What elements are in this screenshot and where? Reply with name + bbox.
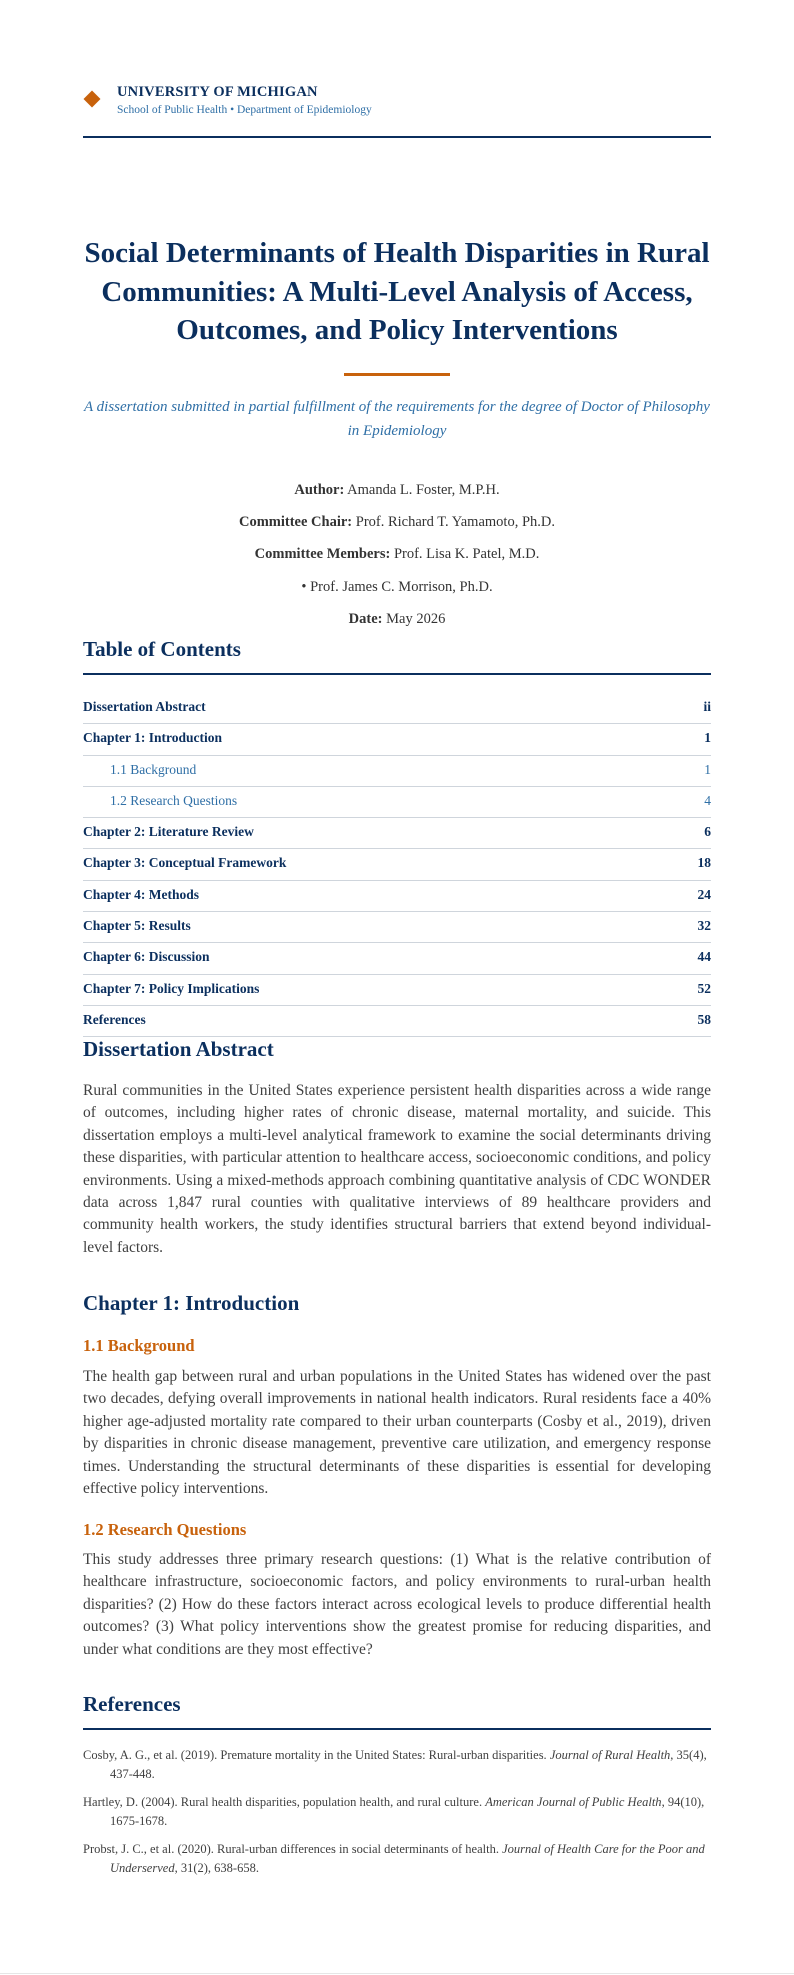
reference-journal: American Journal of Public Health [485, 1795, 662, 1809]
toc-entry-page: 1 [704, 730, 711, 746]
toc-entry[interactable] [83, 818, 711, 849]
toc-entry[interactable] [83, 943, 711, 974]
toc-entry-page: ii [703, 699, 711, 714]
reference-text: Cosby, A. G., et al. (2019). Premature mortality in the United States: Rural-urban disparities. [83, 1748, 550, 1762]
toc-entry-page: 24 [697, 886, 711, 902]
chair-label: Committee Chair: [238, 514, 353, 530]
reference-details: , 31(2), 638-658. [174, 1861, 259, 1875]
reference-details: , 94(10), 1675-1678. [110, 1795, 705, 1828]
toc-heading-rule [83, 673, 711, 675]
reference-journal: Journal of Health Care for the Poor and Underserved [110, 1842, 705, 1875]
date-value: May 2026 [386, 611, 446, 627]
toc-entry-label[interactable]: Chapter 5: Results [83, 918, 191, 934]
page-bottom-border [0, 1973, 794, 1974]
chair-line [83, 514, 711, 531]
toc-entry[interactable] [83, 693, 711, 724]
toc-entry-page: 18 [697, 855, 711, 871]
toc-entry-label[interactable]: Chapter 3: Conceptual Framework [83, 855, 287, 871]
reference-journal: Journal of Rural Health [549, 1748, 671, 1762]
toc-entry-label[interactable]: Chapter 6: Discussion [83, 949, 210, 965]
author-label: Author: [294, 482, 345, 498]
toc-entry[interactable] [83, 912, 711, 943]
toc-entry-page: 44 [697, 949, 711, 965]
member-line-2 [83, 579, 711, 596]
abstract-heading: Dissertation Abstract [83, 1037, 274, 1061]
background-text: The health gap between rural and urban populations in the United States has widened over the past two decades, defying overall improvements in national health indicators. Rural residents face a 40% higher age-adjusted mortality rate compared to their urban counterparts (Cosby et al., 2019), driven by disparities in chronic disease management, preventive care utilization, and emergency response times. Understanding the structural determinants of these disparities is essential for developing effective policy interventions. [83, 1368, 711, 1498]
references-heading-rule [83, 1728, 711, 1730]
toc-entry-label[interactable]: Chapter 2: Literature Review [83, 824, 254, 840]
toc-entry-label[interactable]: Chapter 4: Methods [83, 886, 199, 902]
toc-entry[interactable] [83, 849, 711, 880]
toc-entry[interactable] [83, 975, 711, 1006]
abstract-text: Rural communities in the United States experience persistent health disparities across a wide range of outcomes, including higher rates of chronic disease, maternal mortality, and suicide. This dissertation employs a multi-level analytical framework to examine the social determinants driving these disparities, with particular attention to healthcare access, socioeconomic conditions, and policy environments. Using a mixed-methods approach combining quantitative analysis of CDC WONDER data across 1,847 rural counties with qualitative interviews of 89 healthcare providers and community health workers, the study identifies structural barriers that extend beyond individual-level factors. [83, 1082, 711, 1256]
toc-entry[interactable] [83, 1006, 711, 1037]
department-name: School of Public Health • Department of Epidemiology [117, 104, 372, 116]
table-of-contents [83, 693, 711, 1037]
background-heading: 1.1 Background [83, 1336, 195, 1355]
reference-text: Probst, J. C., et al. (2020). Rural-urban differences in social determinants of health. [83, 1842, 503, 1856]
toc-heading: Table of Contents [83, 637, 241, 661]
toc-entry-label[interactable]: References [83, 1011, 146, 1027]
toc-entry-page: 6 [704, 824, 711, 840]
toc-entry-page: 1 [704, 761, 711, 777]
toc-entry-label[interactable]: Dissertation Abstract [83, 699, 206, 714]
toc-entry-label[interactable]: Chapter 7: Policy Implications [83, 980, 260, 996]
dissertation-title: Social Determinants of Health Disparities in Rural Communities: A Multi-Level Analysis of Access, Outcomes, and Policy Interventions [84, 237, 710, 346]
author-name: Amanda L. Foster, M.P.H. [347, 482, 500, 498]
toc-entry[interactable] [83, 881, 711, 912]
members-line [83, 546, 711, 563]
toc-entry-page: 52 [697, 980, 711, 996]
member-name: Prof. Lisa K. Patel, M.D. [393, 546, 540, 562]
dissertation-subtitle: A dissertation submitted in partial fulfillment of the requirements for the degree of Doctor of Philosophy in Epidemiology [84, 399, 710, 439]
toc-entry-label[interactable]: 1.2 Research Questions [110, 792, 238, 808]
toc-entry-page: 58 [697, 1011, 711, 1027]
reference-item [83, 1840, 711, 1878]
references-heading: References [83, 1692, 181, 1716]
members-label: Committee Members: [254, 546, 391, 562]
toc-entry[interactable] [83, 756, 711, 787]
reference-item [83, 1793, 711, 1831]
toc-entry-page: 4 [704, 792, 711, 808]
letterhead [83, 84, 711, 138]
reference-list [83, 1746, 711, 1887]
toc-entry[interactable] [83, 787, 711, 818]
research-questions-text: This study addresses three primary research questions: (1) What is the relative contribution of healthcare infrastructure, socioeconomic factors, and policy environments to rural-urban health disparities? (2) How do these factors interact across ecological levels to produce differential health outcomes? (3) What policy interventions show the greatest promise for reducing disparities, and under what conditions are they most effective? [83, 1551, 711, 1658]
author-line [83, 482, 711, 499]
member-name: • Prof. James C. Morrison, Ph.D. [301, 579, 493, 595]
date-line [83, 611, 711, 628]
title-divider [344, 373, 450, 376]
reference-text: Hartley, D. (2004). Rural health disparities, population health, and rural culture. [83, 1795, 486, 1809]
toc-entry[interactable] [83, 724, 711, 755]
chapter1-heading: Chapter 1: Introduction [83, 1291, 300, 1315]
university-name: UNIVERSITY OF MICHIGAN [117, 84, 318, 100]
date-label: Date: [348, 611, 383, 627]
toc-entry-page: 32 [697, 918, 711, 934]
toc-entry-label[interactable]: Chapter 1: Introduction [83, 730, 223, 746]
chair-name: Prof. Richard T. Yamamoto, Ph.D. [355, 514, 555, 530]
research-questions-heading: 1.2 Research Questions [83, 1520, 247, 1539]
toc-entry-label[interactable]: 1.1 Background [110, 761, 197, 777]
reference-details: , 35(4), 437-448. [110, 1748, 707, 1781]
diamond-logo-icon [84, 91, 101, 108]
reference-item [83, 1746, 711, 1784]
